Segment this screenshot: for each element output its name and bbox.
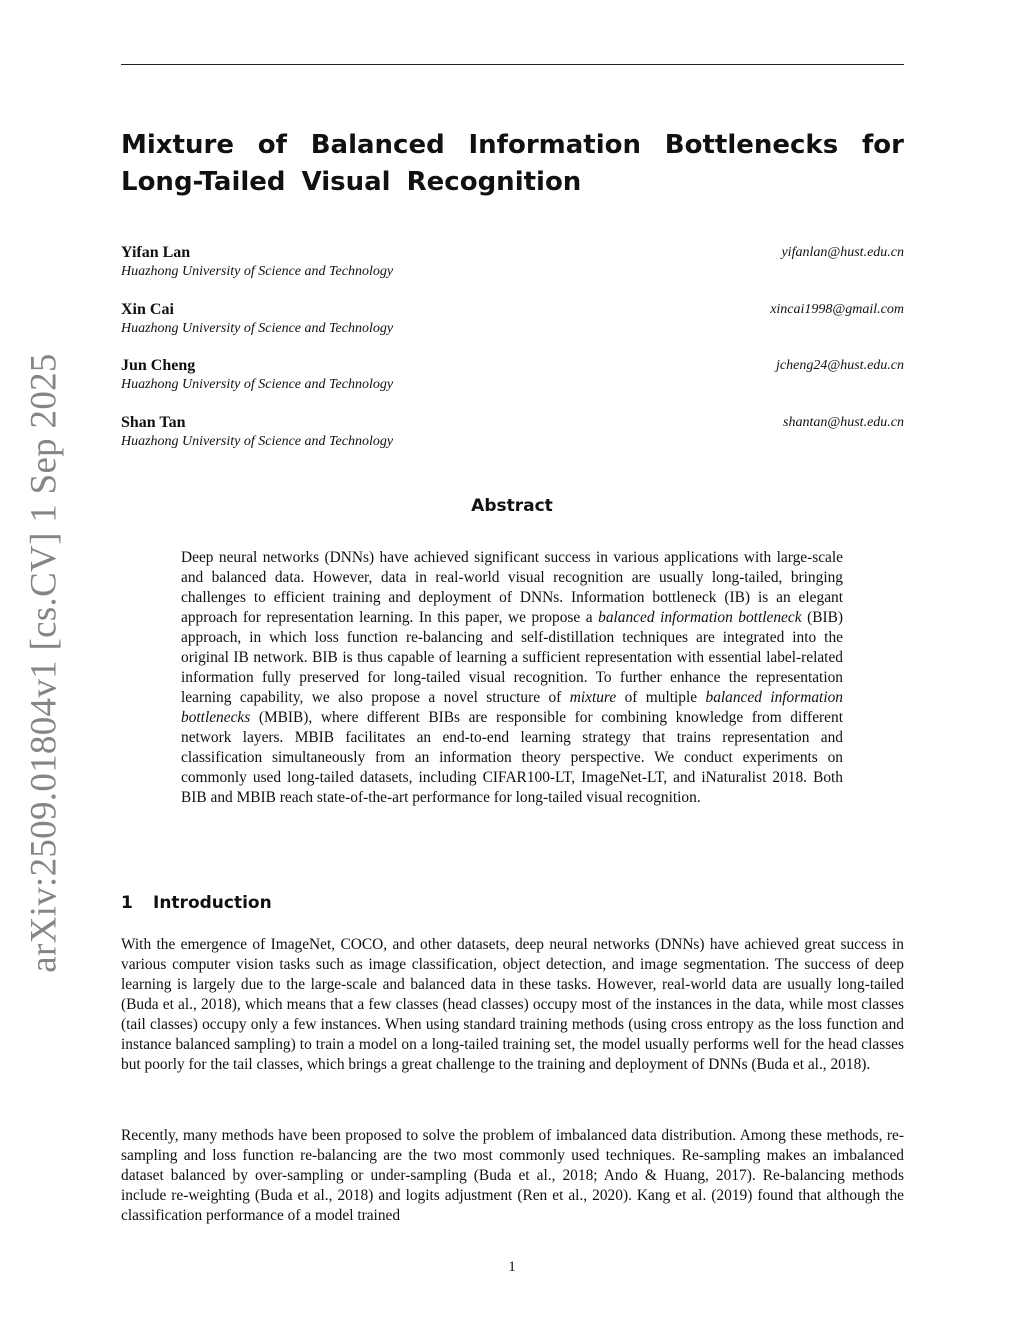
author-block <box>121 300 904 340</box>
author-name: Yifan Lan <box>121 244 191 261</box>
section-title: Introduction <box>153 893 272 913</box>
author-block <box>121 356 904 396</box>
abstract-emphasis: balanced information bottlenecks <box>181 689 843 726</box>
author-email[interactable]: yifanlan@hust.edu.cn <box>781 245 904 260</box>
body-paragraph: Recently, many methods have been proposed to solve the problem of imbalanced data distribution. Among these methods, re-sampling and loss function re-balancing are the two most commonly used techniques. Re-sampling makes an imbalanced dataset balanced by over-sampling or under-sampling (Buda et al., 2018; Ando & Huang, 2017). Re-balancing methods include re-weighting (Buda et al., 2018) and logits adjustment (Ren et al., 2020). Kang et al. (2019) found that although the classification performance of a model trained <box>121 1127 904 1224</box>
abstract-body <box>181 548 843 808</box>
author-email[interactable]: jcheng24@hust.edu.cn <box>776 358 904 373</box>
author-name: Jun Cheng <box>121 357 196 374</box>
abstract-text: Deep neural networks (DNNs) have achieved significant success in various applications with large-scale and balanced data. However, data in real-world visual recognition are usually long-tailed, bringing challenges to efficient training and deployment of DNNs. Information bottleneck (IB) is an elegant approach for representation learning. In this paper, we propose a <box>181 549 843 626</box>
author-name: Shan Tan <box>121 414 186 431</box>
author-affiliation: Huazhong University of Science and Technology <box>121 434 394 449</box>
arxiv-identifier-stamp[interactable]: arXiv:2509.01804v1 [cs.CV] 1 Sep 2025 <box>23 353 65 973</box>
author-affiliation: Huazhong University of Science and Technology <box>121 264 394 279</box>
paper-title: Mixture of Balanced Information Bottlenecks for Long-Tailed Visual Recognition <box>121 130 904 197</box>
header-rule <box>121 64 904 65</box>
author-block <box>121 413 904 453</box>
author-email[interactable]: xincai1998@gmail.com <box>770 302 904 317</box>
body-paragraph: With the emergence of ImageNet, COCO, and other datasets, deep neural networks (DNNs) have achieved great success in various computer vision tasks such as image classification, object detection, and image segmentation. The success of deep learning is largely due to the large-scale and balanced data in these tasks. However, real-world data are usually long-tailed (Buda et al., 2018), which means that a few classes (head classes) occupy most of the instances in the data, while most classes (tail classes) occupy only a few instances. When using standard training methods (using cross entropy as the loss function and instance balanced sampling) to train a model on a long-tailed training set, the model usually performs well for the head classes but poorly for the tail classes, which brings a great challenge to the training and deployment of DNNs (Buda et al., 2018). <box>121 936 904 1073</box>
section-heading-introduction <box>121 891 272 915</box>
author-affiliation: Huazhong University of Science and Technology <box>121 377 394 392</box>
abstract-emphasis: balanced information bottleneck <box>598 609 802 626</box>
abstract-text: (BIB) approach, in which loss function re-balancing and self-distillation techniques are integrated into the original IB network. BIB is thus capable of learning a sufficient representation with essential label-related information fully preserved for long-tailed visual recognition. To further enhance the representation learning capability, we also propose a novel structure of <box>181 609 843 706</box>
author-email[interactable]: shantan@hust.edu.cn <box>783 415 904 430</box>
abstract-text: of multiple <box>616 689 706 706</box>
section-number: 1 <box>121 893 133 913</box>
author-block <box>121 243 904 283</box>
author-name: Xin Cai <box>121 301 174 318</box>
page-number: 1 <box>508 1259 516 1275</box>
abstract-heading: Abstract <box>471 496 553 516</box>
abstract-text: (MBIB), where different BIBs are responsible for combining knowledge from different network layers. MBIB facilitates an end-to-end learning strategy that trains representation and classification simultaneously from an information theory perspective. We conduct experiments on commonly used long-tailed datasets, including CIFAR100-LT, ImageNet-LT, and iNaturalist 2018. Both BIB and MBIB reach state-of-the-art performance for long-tailed visual recognition. <box>181 709 843 806</box>
author-affiliation: Huazhong University of Science and Technology <box>121 321 394 336</box>
abstract-emphasis: mixture <box>569 689 617 706</box>
